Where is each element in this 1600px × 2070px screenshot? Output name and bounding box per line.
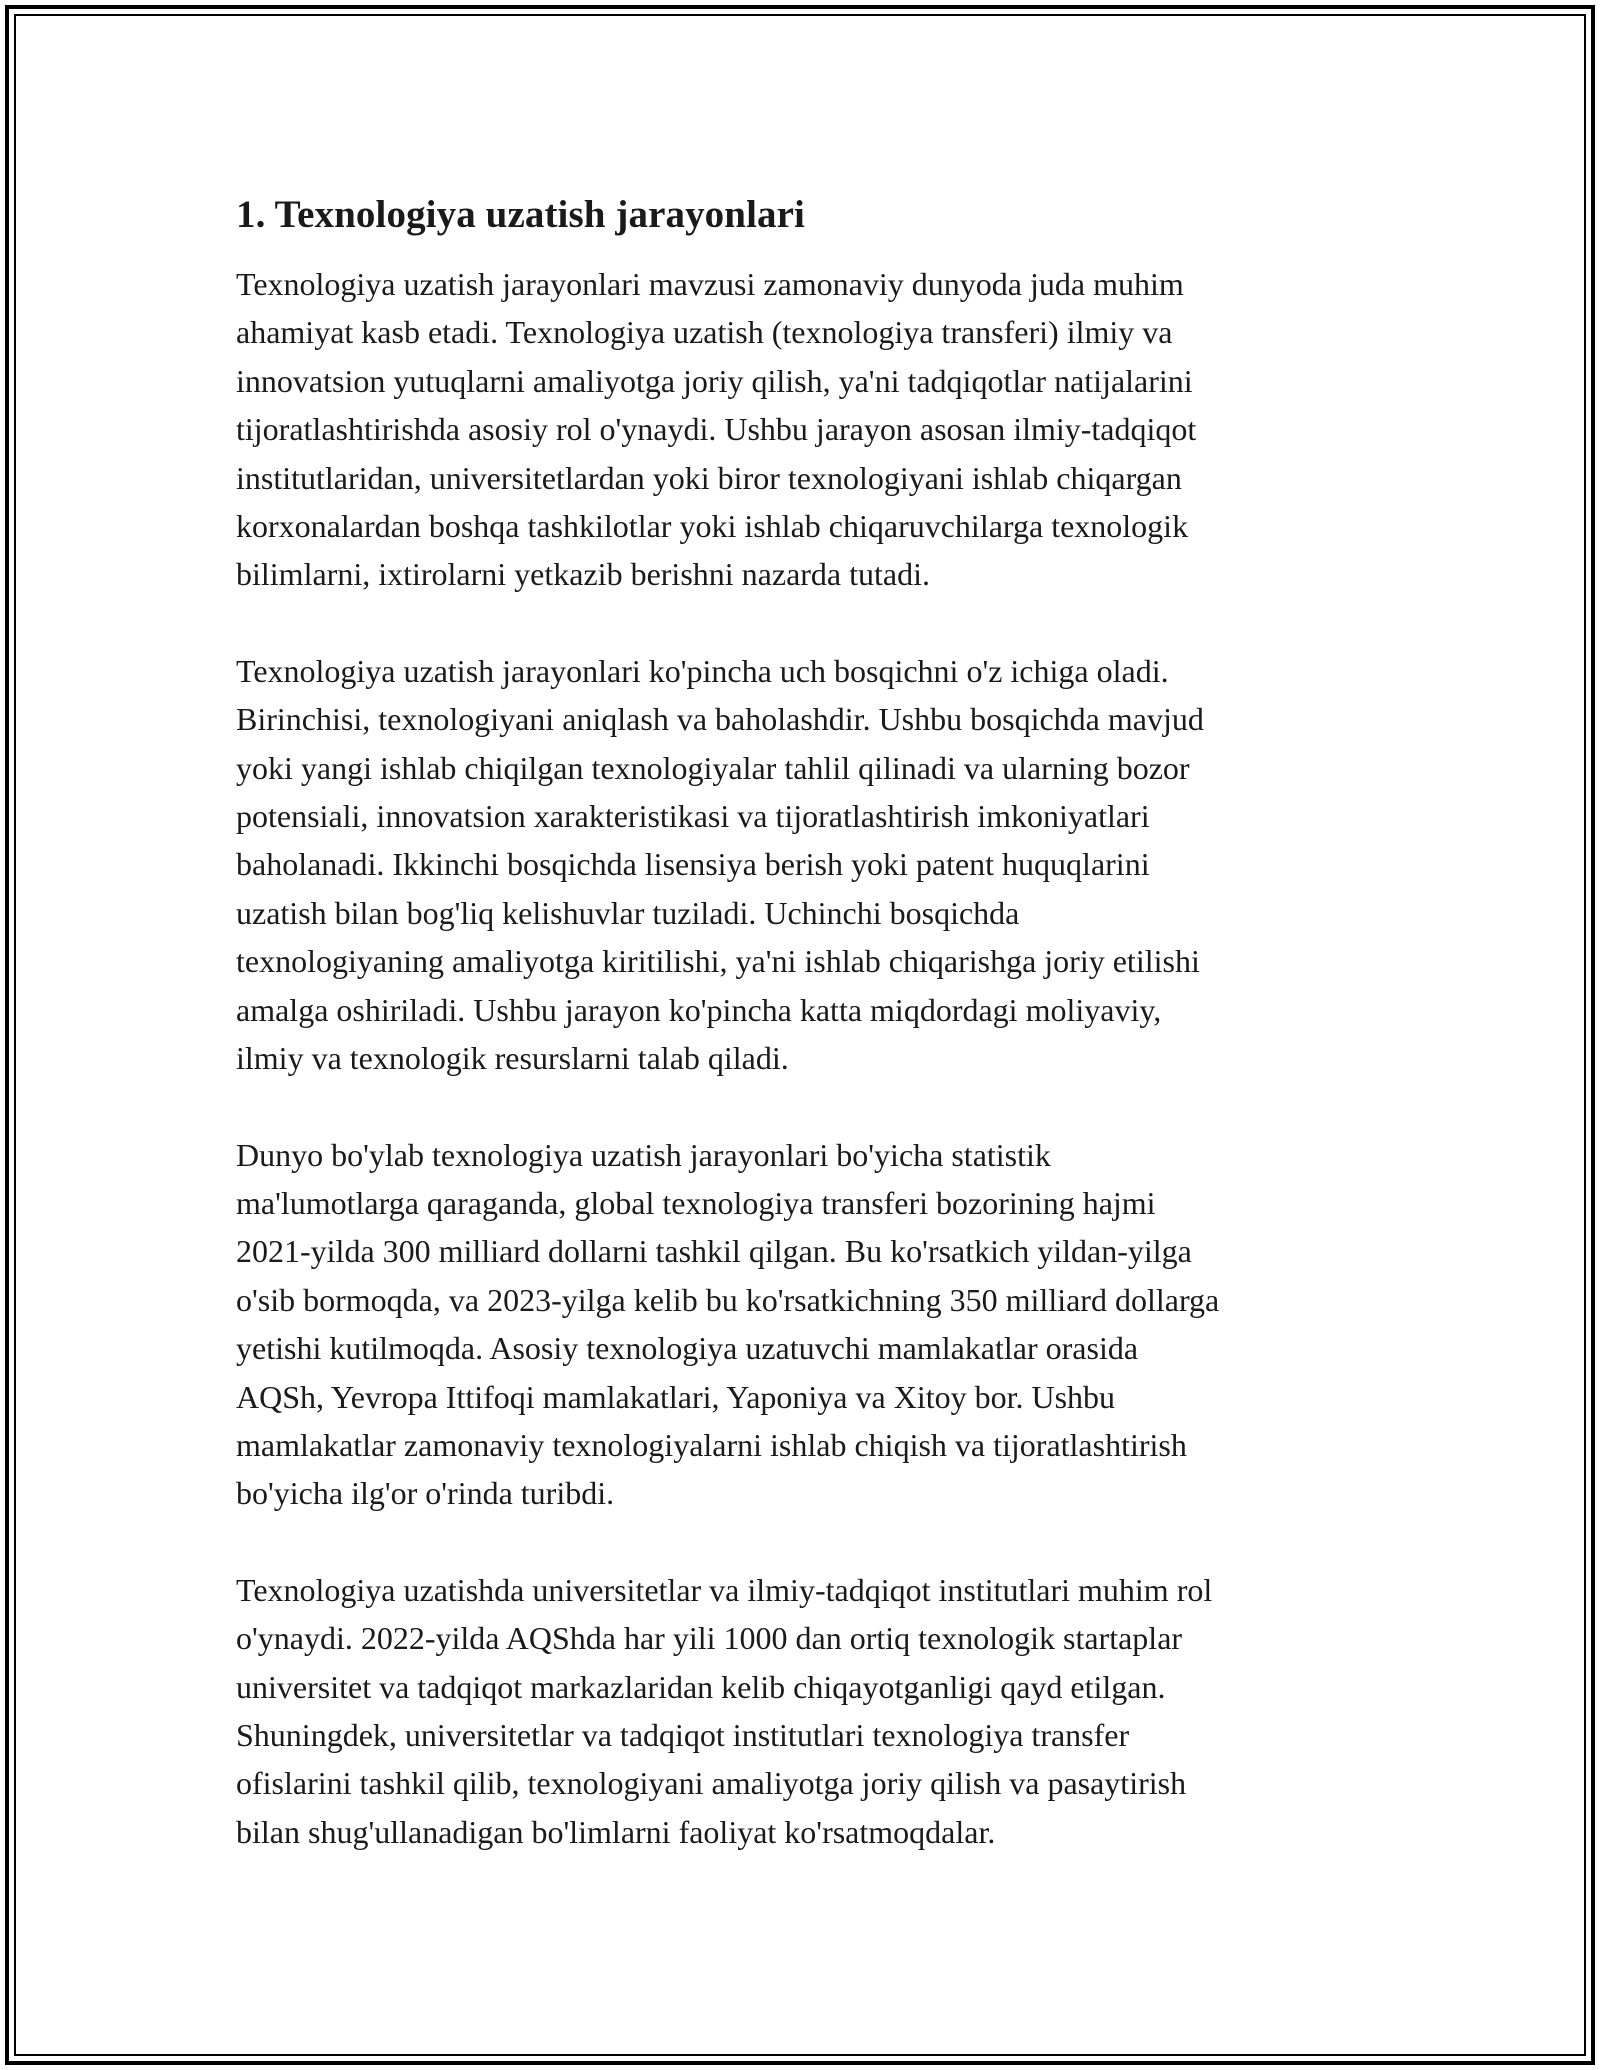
text-line: bilan shug'ullanadigan bo'limlarni faoliyat ko'rsatmoqdalar. [236,1813,996,1850]
text-line: bo'yicha ilg'or o'rinda turibdi. [236,1475,615,1512]
text-line: bilimlarni, ixtirolarni yetkazib berishni nazarda tutadi. [236,556,930,593]
text-line: baholanadi. Ikkinchi bosqichda lisensiya berish yoki patent huquqlarini [236,846,1150,883]
text-line: 2021-yilda 300 milliard dollarni tashkil qilgan. Bu ko'rsatkich yildan-yilga [236,1233,1192,1270]
text-line: Shuningdek, universitetlar va tadqiqot institutlari texnologiya transfer [236,1716,1130,1753]
text-line: ahamiyat kasb etadi. Texnologiya uzatish (texnologiya transferi) ilmiy va [236,314,1173,351]
text-line: Texnologiya uzatishda universitetlar va ilmiy-tadqiqot institutlari muhim rol [236,1571,1213,1608]
paragraph-3 [236,1131,1386,1518]
section-heading: 1. Texnologiya uzatish jarayonlari [236,193,805,236]
text-line: Texnologiya uzatish jarayonlari mavzusi zamonaviy dunyoda juda muhim [236,266,1184,302]
text-line: Texnologiya uzatish jarayonlari ko'pincha uch bosqichni o'z ichiga oladi. [236,652,1169,689]
text-line: texnologiyaning amaliyotga kiritilishi, ya'ni ishlab chiqarishga joriy etilishi [236,943,1200,980]
text-line: yetishi kutilmoqda. Asosiy texnologiya uzatuvchi mamlakatlar orasida [236,1330,1139,1367]
paragraph-2 [236,647,1386,1083]
text-line: uzatish bilan bog'liq kelishuvlar tuziladi. Uchinchi bosqichda [236,894,1020,931]
text-line: ma'lumotlarga qaraganda, global texnologiya transferi bozorining hajmi [236,1184,1156,1221]
text-line: o'sib bormoqda, va 2023-yilga kelib bu ko'rsatkichning 350 milliard dollarga [236,1281,1220,1318]
text-line: mamlakatlar zamonaviy texnologiyalarni ishlab chiqish va tijoratlashtirish [236,1426,1187,1463]
text-line: ofislarini tashkil qilib, texnologiyani amaliyotga joriy qilish va pasaytirish [236,1765,1187,1802]
text-line: potensiali, innovatsion xarakteristikasi va tijoratlashtirish imkoniyatlari [236,798,1150,835]
text-line: amalga oshiriladi. Ushbu jarayon ko'pincha katta miqdordagi moliyaviy, [236,991,1162,1028]
text-line: yoki yangi ishlab chiqilgan texnologiyalar tahlil qilinadi va ularning bozor [236,749,1190,786]
paragraph-1 [236,260,1386,599]
text-line: innovatsion yutuqlarni amaliyotga joriy qilish, ya'ni tadqiqotlar natijalarini [236,362,1193,399]
text-line: universitet va tadqiqot markazlaridan kelib chiqayotganligi qayd etilgan. [236,1668,1166,1705]
text-line: institutlaridan, universitetlardan yoki biror texnologiyani ishlab chiqargan [236,459,1182,496]
document-body [236,190,1386,1904]
text-line: Birinchisi, texnologiyani aniqlash va baholashdir. Ushbu bosqichda mavjud [236,701,1204,738]
text-line: tijoratlashtirishda asosiy rol o'ynaydi. Ushbu jarayon asosan ilmiy-tadqiqot [236,411,1197,448]
text-line: o'ynaydi. 2022-yilda AQShda har yili 1000 dan ortiq texnologik startaplar [236,1620,1183,1657]
text-line: korxonalardan boshqa tashkilotlar yoki ishlab chiqaruvchilarga texnologik [236,508,1189,545]
text-line: Dunyo bo'ylab texnologiya uzatish jarayonlari bo'yicha statistik [236,1136,1051,1173]
text-line: ilmiy va texnologik resurslarni talab qiladi. [236,1040,789,1077]
paragraph-4 [236,1566,1386,1856]
text-line: AQSh, Yevropa Ittifoqi mamlakatlari, Yaponiya va Xitoy bor. Ushbu [236,1378,1116,1415]
